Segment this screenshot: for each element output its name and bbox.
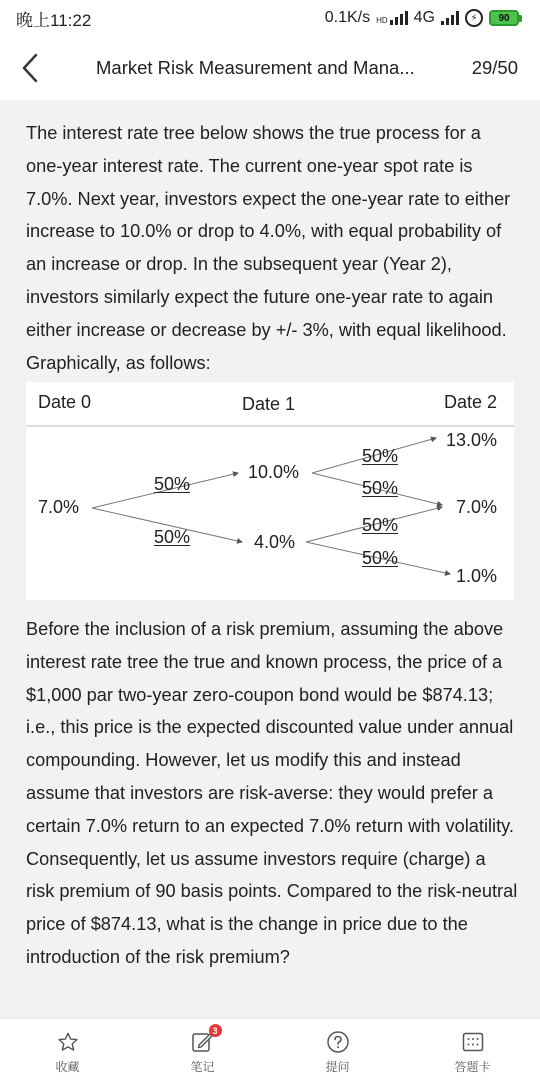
charging-icon: ⚡ [465, 9, 483, 27]
status-time: 晚上11:22 [16, 10, 92, 30]
question-intro: The interest rate tree below shows the true process for a one-year interest rate. The current one-year spot rate is 7.0%. Next year, investors expect the one-year rate to either increase to 10.0% or drop to 4.0%, with equal probability of an increase or drop. In the subsequent year (Year 2), investors similarly expect the future one-year rate to again either increase or decrease by +/- 3%, with equal likelihood. Graphically, as follows: [26, 123, 511, 373]
network-type: 4G [413, 9, 435, 26]
hd-signal-icon [376, 11, 408, 25]
network-speed: 0.1K/s [324, 9, 371, 26]
interest-rate-tree [26, 382, 514, 600]
question-body: Before the inclusion of a risk premium, assuming the above interest rate tree the true and known process, the price of a $1,000 par two-year zero-coupon bond would be $874.13; i.e., this price is the expected discounted value under annual compounding. However, let us modify this and instead assume that investors are risk-averse: they would prefer a certain 7.0% return to an expected 7.0% return with volatility. Consequently, let us assume investors require (charge) a risk premium of 90 basis points. Compared to the risk-neutral price of $874.13, what is the change in price due to the introduction of the risk premium? [26, 619, 518, 967]
tab-ask-label: 提问 [325, 1060, 350, 1074]
tab-ask[interactable] [270, 1019, 405, 1080]
tab-answer-card[interactable] [405, 1019, 540, 1080]
node-date2-up-rate: 13.0% [446, 430, 498, 450]
tree-header-date0: Date 0 [38, 392, 92, 412]
tab-answer-card-label: 答题卡 [454, 1060, 491, 1074]
tab-notes[interactable] [135, 1019, 270, 1080]
prob-d1-down-down: 50% [362, 548, 399, 568]
signal-icon [441, 11, 459, 25]
notes-badge: 3 [209, 1024, 222, 1037]
question-counter: 29/50 [471, 57, 518, 78]
hd-label: HD [376, 16, 388, 25]
status-indicators [325, 9, 522, 27]
node-date1-up-rate: 10.0% [248, 462, 300, 482]
prob-d1-down-up: 50% [362, 515, 399, 535]
question-icon [326, 1030, 350, 1054]
bottom-nav [0, 1018, 540, 1080]
back-button[interactable] [0, 40, 60, 96]
node-date2-mid-rate: 7.0% [456, 497, 498, 517]
battery-level: 90 [489, 10, 519, 26]
status-bar [0, 0, 540, 36]
tab-favorite-label: 收藏 [55, 1060, 80, 1074]
chevron-left-icon [21, 53, 39, 83]
answer-card-icon [461, 1030, 485, 1054]
prob-d1-up-up: 50% [362, 446, 399, 466]
tree-header-date2: Date 2 [444, 392, 498, 412]
prob-d1-up-down: 50% [362, 478, 399, 498]
prob-d0-down: 50% [154, 527, 191, 547]
tree-header-date1: Date 1 [242, 394, 296, 414]
battery-icon [489, 10, 522, 26]
page-title: Market Risk Measurement and Mana... [96, 57, 415, 78]
header [0, 40, 540, 96]
node-date0-rate: 7.0% [38, 497, 80, 517]
star-icon [57, 1031, 79, 1053]
node-date2-down-rate: 1.0% [456, 566, 498, 586]
tab-notes-label: 笔记 [190, 1060, 215, 1074]
prob-d0-up: 50% [154, 474, 191, 494]
tab-favorite[interactable] [0, 1019, 135, 1080]
node-date1-down-rate: 4.0% [254, 532, 296, 552]
